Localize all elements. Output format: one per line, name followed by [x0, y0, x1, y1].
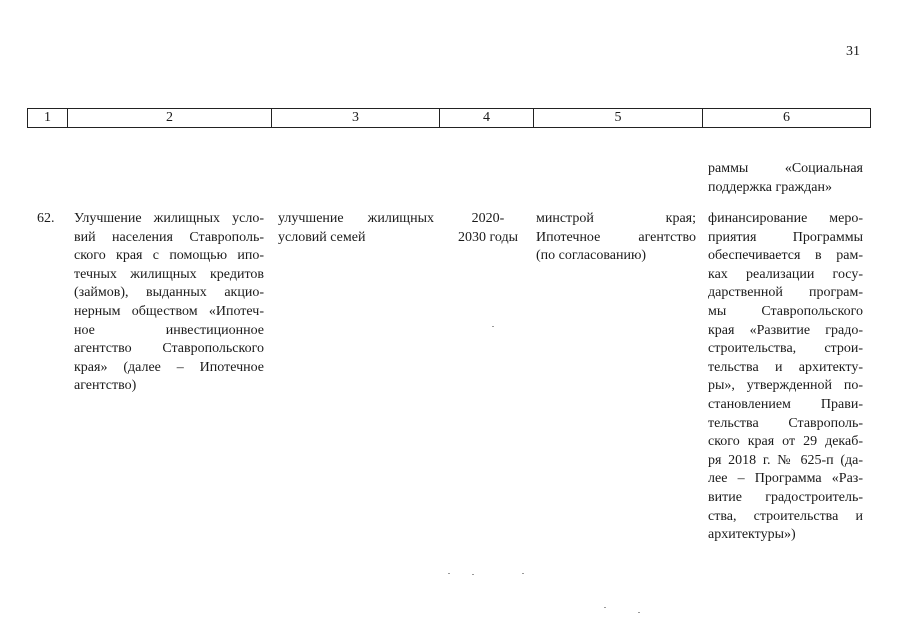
text-line: ря 2018 г. № 625-п (да- [708, 452, 863, 468]
row-number: 62. [37, 211, 55, 226]
text-line: ры», утвержденной по- [708, 378, 863, 394]
text-line: 2030 годы [457, 229, 519, 245]
header-col-1: 1 [28, 109, 68, 128]
text-line: витие градостроитель- [708, 489, 863, 505]
text-line: вий населения Ставрополь- [74, 229, 264, 245]
text-line: края» (далее – Ипотечное [74, 359, 264, 375]
text-line: нерным обществом «Ипотеч- [74, 303, 264, 319]
text-line: строительства, строи- [708, 341, 863, 357]
text-line: Улучшение жилищных усло- [74, 211, 264, 226]
text-line: становлением Прави- [708, 396, 863, 412]
text-line: ского края от 29 декаб- [708, 434, 863, 450]
responsible-executor [536, 210, 696, 266]
text-line: Ипотечное агентство [536, 229, 696, 245]
financing-source [708, 210, 863, 545]
text-line: архитектуры») [708, 527, 796, 543]
text-line: края «Развитие градо- [708, 322, 863, 338]
implementation-period [443, 210, 533, 247]
text-line: 2020- [471, 211, 505, 226]
text-line: условий семей [278, 229, 366, 245]
text-line: ского края с помощью ипо- [74, 248, 264, 264]
continued-financing-text [708, 160, 863, 197]
scan-speck [492, 326, 494, 327]
page-number: 31 [846, 44, 860, 59]
measure-name [74, 210, 264, 396]
text-line: обеспечивается в рам- [708, 248, 863, 264]
scan-speck [472, 574, 474, 575]
text-line: поддержка граждан» [708, 179, 832, 195]
text-line: мы Ставропольского [708, 303, 863, 319]
text-line: тельства Ставрополь- [708, 415, 863, 431]
text-line: ное инвестиционное [74, 322, 264, 338]
header-col-4: 4 [440, 109, 534, 128]
text-line: течных жилищных кредитов [74, 266, 264, 282]
text-line: улучшение жилищных [278, 211, 434, 226]
scan-speck [638, 612, 640, 613]
text-line: приятия Программы [708, 229, 863, 245]
text-line: тельства и архитекту- [708, 359, 863, 375]
text-line: дарственной програм- [708, 285, 863, 301]
measure-goal [278, 210, 434, 247]
text-line: раммы «Социальная [708, 161, 863, 176]
header-col-3: 3 [272, 109, 440, 128]
text-line: (займов), выданных акцио- [74, 285, 264, 301]
text-line: лее – Программа «Раз- [708, 471, 863, 487]
text-line: (по согласованию) [536, 248, 647, 264]
text-line: ках реализации госу- [708, 266, 863, 282]
scan-speck [522, 573, 524, 574]
text-line: ства, строительства и [708, 508, 863, 524]
text-line: минстрой края; [536, 211, 696, 226]
scan-speck [604, 607, 606, 608]
header-col-5: 5 [534, 109, 703, 128]
text-line: финансирование меро- [708, 211, 863, 226]
header-col-2: 2 [68, 109, 272, 128]
header-col-6: 6 [703, 109, 871, 128]
text-line: агентство) [74, 378, 137, 394]
scan-speck [448, 573, 450, 574]
text-line: агентство Ставропольского [74, 341, 264, 357]
column-number-header [27, 108, 871, 128]
